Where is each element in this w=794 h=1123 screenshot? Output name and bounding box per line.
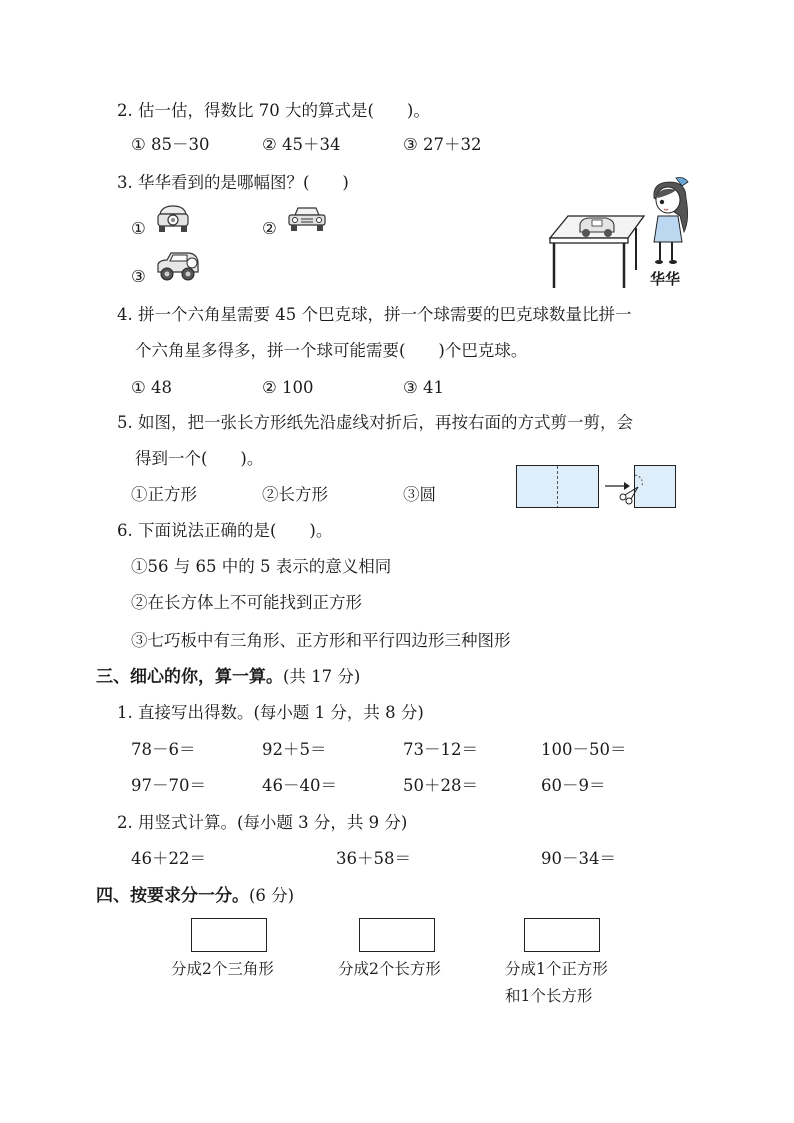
q5-option-1[interactable]: ①正方形 <box>131 485 197 504</box>
q6-option-1[interactable]: ①56 与 65 中的 5 表示的意义相同 <box>131 557 392 576</box>
q5-option-2[interactable]: ②长方形 <box>262 485 328 504</box>
arrow-right-icon <box>605 482 630 490</box>
section3-title-score: (共 17 分) <box>283 667 361 686</box>
q6-option-2[interactable]: ②在长方体上不可能找到正方形 <box>131 593 362 612</box>
q2-option-3[interactable]: ③ 27＋32 <box>403 135 482 154</box>
q4-stem-line2: 个六角星多得多，拼一个球可能需要( )个巴克球。 <box>135 341 528 360</box>
q4-option-1[interactable]: ① 48 <box>131 378 173 397</box>
calc-item[interactable]: 100－50＝ <box>541 740 627 759</box>
car-back-icon <box>155 204 191 234</box>
section4-title-score: (6 分) <box>249 886 295 905</box>
box-2-caption: 分成2个长方形 <box>338 960 441 978</box>
rectangle-box-1[interactable] <box>191 918 267 952</box>
q6-stem: 6. 下面说法正确的是( )。 <box>117 521 333 540</box>
q3-option-2-mark[interactable]: ② <box>262 219 277 238</box>
calc-item[interactable]: 50＋28＝ <box>403 776 478 795</box>
q2-stem: 2. 估一估，得数比 70 大的算式是( )。 <box>117 101 430 120</box>
section4-title <box>96 885 294 907</box>
calc-item[interactable]: 78－6＝ <box>131 740 196 759</box>
q2-option-2[interactable]: ② 45＋34 <box>262 135 341 154</box>
box-3-caption-line2: 和1个长方形 <box>505 987 593 1005</box>
box-3-caption-line1: 分成1个正方形 <box>505 960 608 978</box>
q2-option-1[interactable]: ① 85－30 <box>131 135 210 154</box>
q4-option-3[interactable]: ③ 41 <box>403 378 445 397</box>
q5-option-3[interactable]: ③圆 <box>403 485 436 504</box>
q3-option-3-mark[interactable]: ③ <box>131 267 146 286</box>
section3-part2-title: 2. 用竖式计算。(每小题 3 分，共 9 分) <box>117 813 408 832</box>
calc-item[interactable]: 73－12＝ <box>403 740 478 759</box>
box-1-caption: 分成2个三角形 <box>171 960 274 978</box>
rectangle-box-2[interactable] <box>359 918 435 952</box>
q4-stem-line1: 4. 拼一个六角星需要 45 个巴克球，拼一个球需要的巴克球数量比拼一 <box>117 305 632 324</box>
section3-title-main: 三、细心的你，算一算。 <box>96 667 283 687</box>
section4-title-main: 四、按要求分一分。 <box>96 886 249 906</box>
rectangle-box-3[interactable] <box>524 918 600 952</box>
car-front-icon <box>287 205 327 233</box>
vertical-calc-item[interactable]: 90－34＝ <box>541 849 616 868</box>
q6-option-3[interactable]: ③七巧板中有三角形、正方形和平行四边形三种图形 <box>131 631 511 650</box>
q3-stem: 3. 华华看到的是哪幅图？( ) <box>117 173 349 192</box>
q5-stem-line1: 5. 如图，把一张长方形纸先沿虚线对折后，再按右面的方式剪一剪，会 <box>117 413 633 432</box>
section3-title <box>96 666 360 688</box>
section3-part1-title: 1. 直接写出得数。(每小题 1 分，共 8 分) <box>117 703 424 722</box>
calc-item[interactable]: 46－40＝ <box>262 776 337 795</box>
calc-item[interactable]: 97－70＝ <box>131 776 206 795</box>
person-label: 华华 <box>650 270 681 288</box>
calc-item[interactable]: 60－9＝ <box>541 776 606 795</box>
girl-icon <box>646 176 700 268</box>
q4-option-2[interactable]: ② 100 <box>262 378 314 397</box>
car-side-icon <box>155 250 201 284</box>
q3-option-1-mark[interactable]: ① <box>131 219 146 238</box>
table-with-car-icon <box>548 210 648 290</box>
vertical-calc-item[interactable]: 46＋22＝ <box>131 849 206 868</box>
q5-stem-line2: 得到一个( )。 <box>135 449 264 468</box>
vertical-calc-item[interactable]: 36＋58＝ <box>336 849 411 868</box>
calc-item[interactable]: 92＋5＝ <box>262 740 327 759</box>
paper-fold-diagram <box>516 465 678 509</box>
